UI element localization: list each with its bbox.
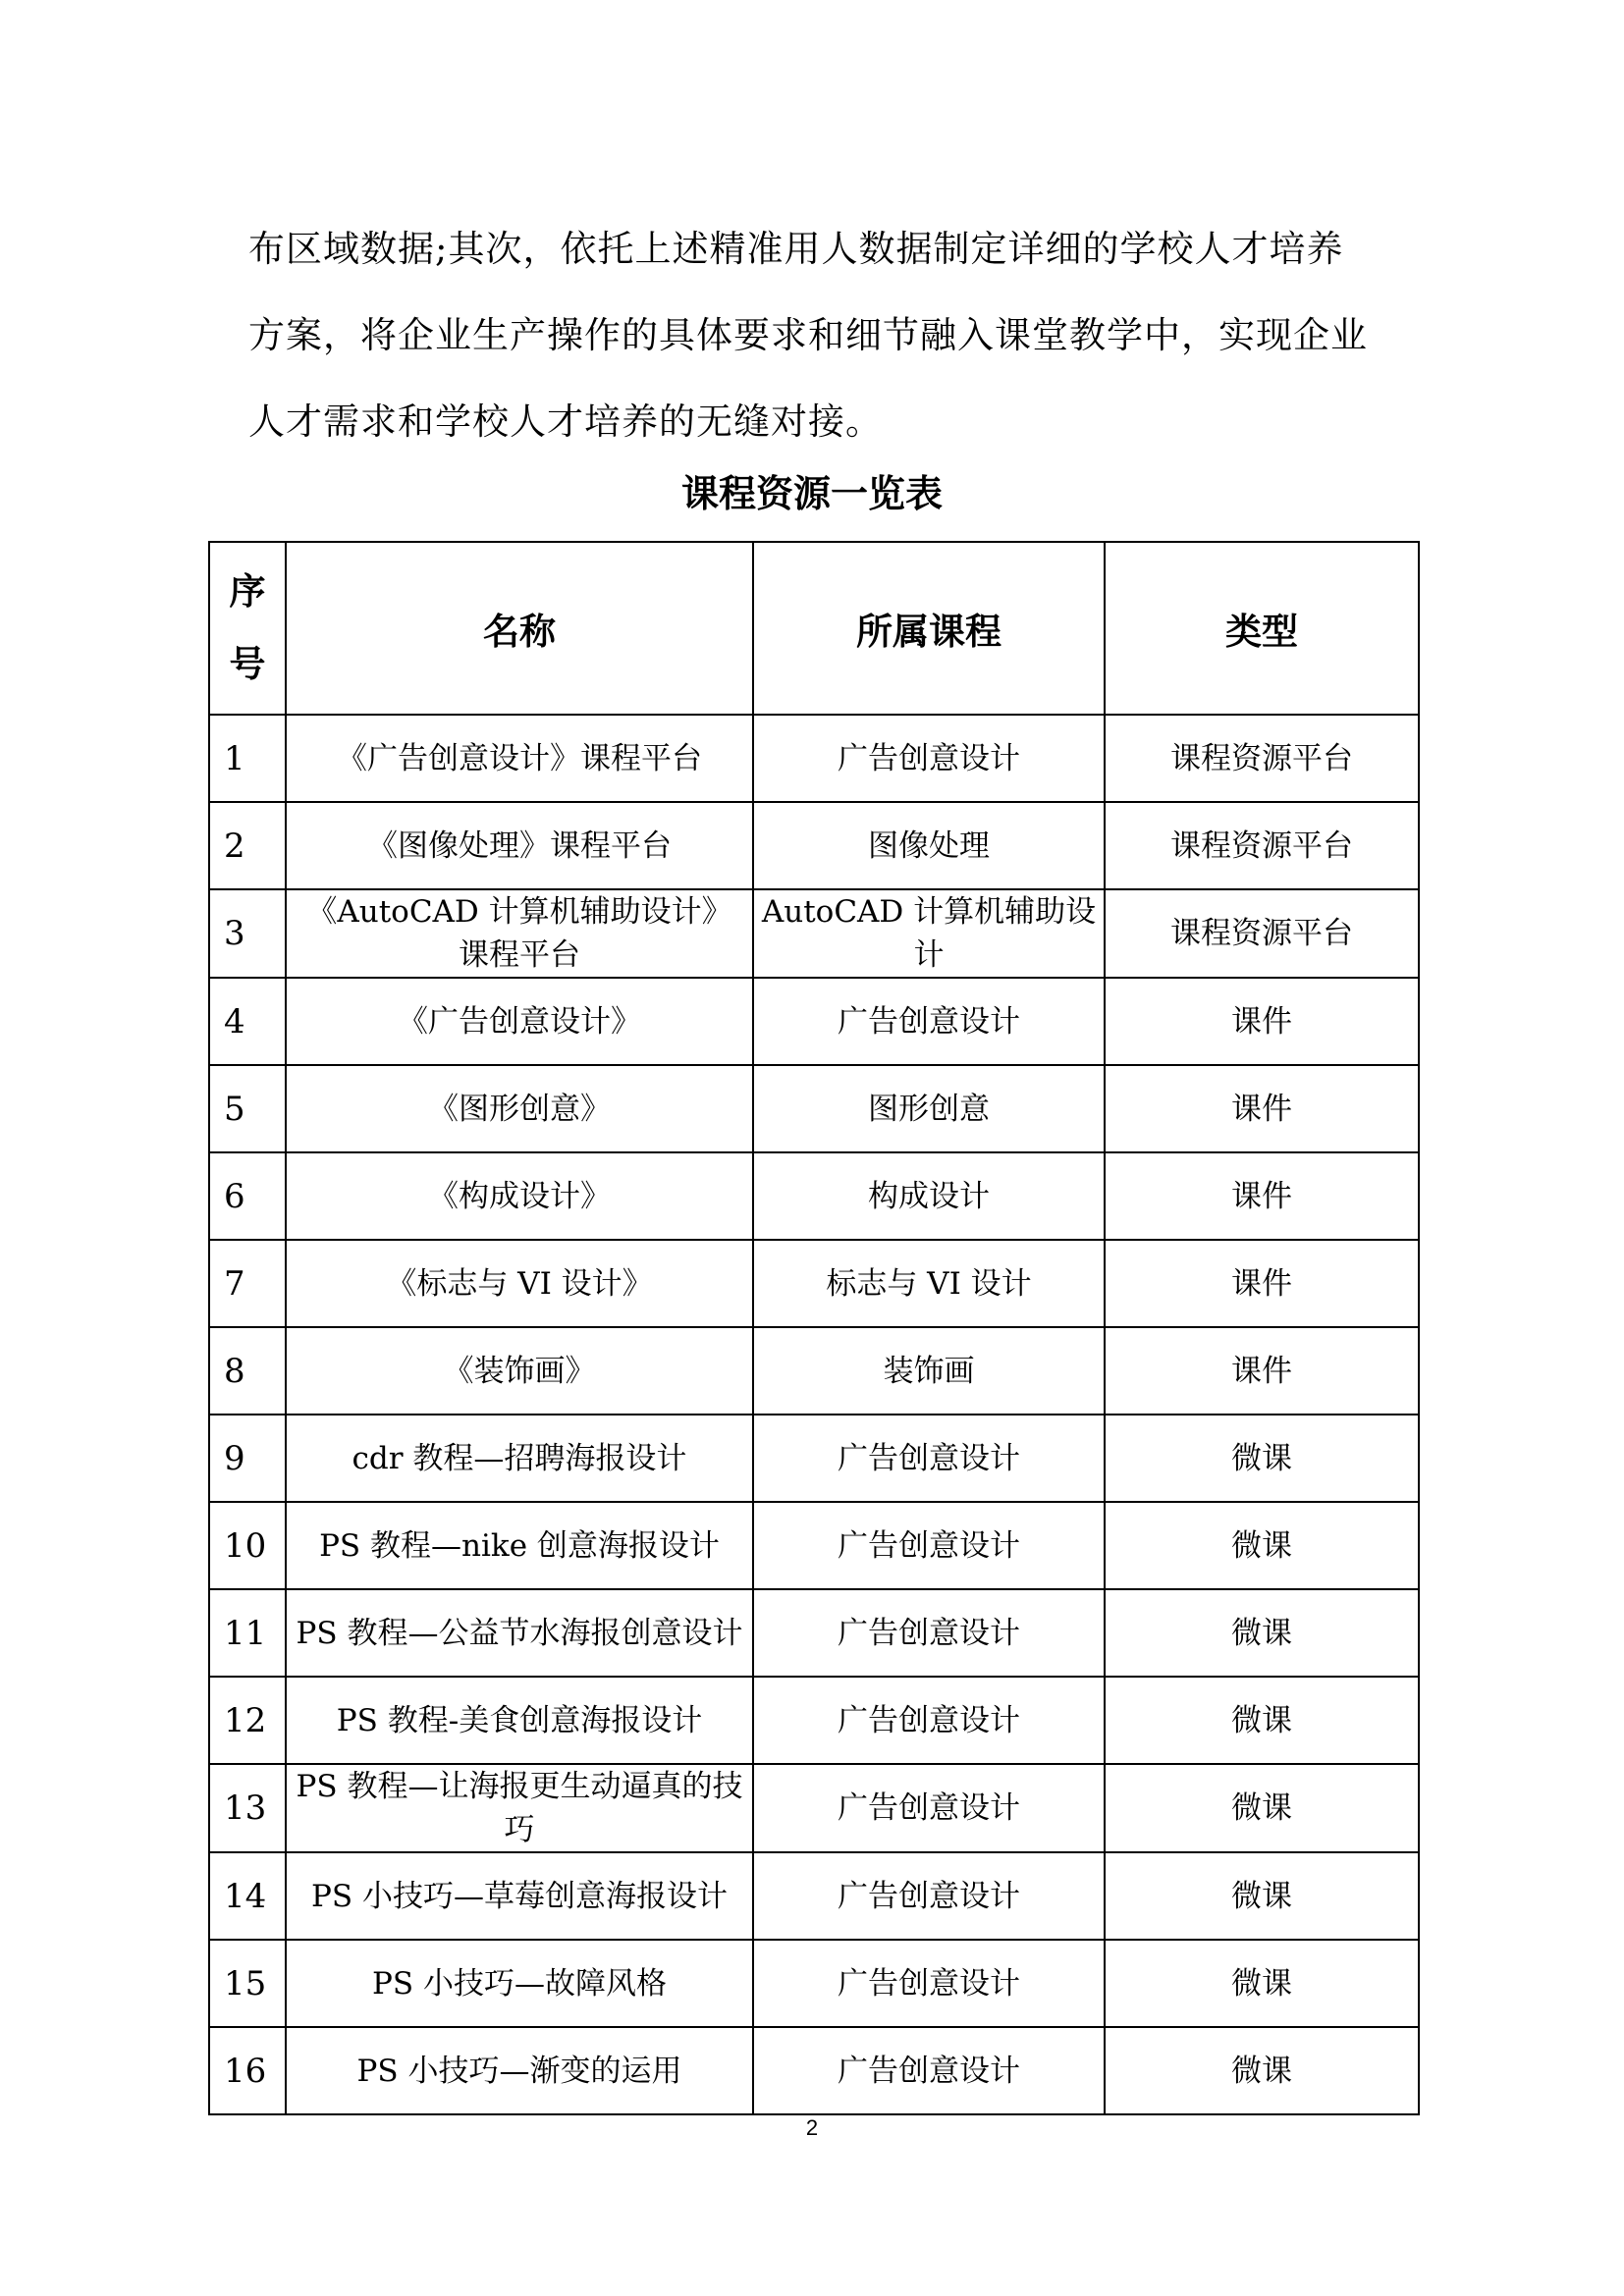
row-no-cell: 16: [209, 2027, 286, 2114]
row-no-cell: 2: [209, 802, 286, 889]
table-header-row: [209, 542, 1419, 715]
row-type-cell: 微课: [1105, 1852, 1419, 1940]
header-no-line1: 序: [229, 570, 266, 613]
row-course-cell: 广告创意设计: [753, 1415, 1105, 1502]
page-number: 2: [805, 2115, 819, 2140]
row-name-cell: cdr 教程—招聘海报设计: [286, 1415, 753, 1502]
row-no-cell: 11: [209, 1589, 286, 1677]
row-type-cell: 课程资源平台: [1105, 889, 1419, 978]
row-course-cell: 广告创意设计: [753, 1852, 1105, 1940]
row-type-cell: 课程资源平台: [1105, 802, 1419, 889]
table-body: [209, 715, 1419, 2114]
table-row: [209, 2027, 1419, 2114]
row-name-cell: 《图像处理》课程平台: [286, 802, 753, 889]
row-course-cell: 广告创意设计: [753, 1764, 1105, 1852]
row-no-cell: 15: [209, 1940, 286, 2027]
header-no-line2: 号: [229, 643, 266, 685]
table-row: [209, 978, 1419, 1065]
table-row: [209, 1677, 1419, 1764]
row-no-cell: 7: [209, 1240, 286, 1327]
row-no-cell: 4: [209, 978, 286, 1065]
row-name-cell: PS 教程—让海报更生动逼真的技巧: [286, 1764, 753, 1852]
row-no-cell: 1: [209, 715, 286, 802]
row-name-cell: 《广告创意设计》课程平台: [286, 715, 753, 802]
table-row: [209, 1764, 1419, 1852]
row-type-cell: 微课: [1105, 2027, 1419, 2114]
table-row: [209, 1065, 1419, 1152]
row-name-cell: 《图形创意》: [286, 1065, 753, 1152]
row-course-cell: 装饰画: [753, 1327, 1105, 1415]
row-type-cell: 微课: [1105, 1764, 1419, 1852]
table-row: [209, 1852, 1419, 1940]
row-no-cell: 14: [209, 1852, 286, 1940]
row-type-cell: 课件: [1105, 1065, 1419, 1152]
row-no-cell: 9: [209, 1415, 286, 1502]
row-course-cell: 图像处理: [753, 802, 1105, 889]
row-name-cell: PS 小技巧—渐变的运用: [286, 2027, 753, 2114]
paragraph-line: 人才需求和学校人才培养的无缝对接。: [248, 400, 883, 443]
table-title: 课程资源一览表: [680, 472, 943, 515]
row-name-cell: 《装饰画》: [286, 1327, 753, 1415]
row-name-cell: 《广告创意设计》: [286, 978, 753, 1065]
row-no-cell: 6: [209, 1152, 286, 1240]
row-name-cell: PS 小技巧—草莓创意海报设计: [286, 1852, 753, 1940]
row-name-cell: PS 教程-美食创意海报设计: [286, 1677, 753, 1764]
header-type: 类型: [1105, 542, 1419, 715]
row-course-cell: 广告创意设计: [753, 1940, 1105, 2027]
row-course-cell: 广告创意设计: [753, 978, 1105, 1065]
row-type-cell: 微课: [1105, 1677, 1419, 1764]
row-course-cell: AutoCAD 计算机辅助设计: [753, 889, 1105, 978]
row-name-cell: 《构成设计》: [286, 1152, 753, 1240]
row-type-cell: 微课: [1105, 1502, 1419, 1589]
row-course-cell: 广告创意设计: [753, 1502, 1105, 1589]
table-row: [209, 1502, 1419, 1589]
row-name-cell: 《AutoCAD 计算机辅助设计》课程平台: [286, 889, 753, 978]
course-resource-table: [208, 541, 1420, 2115]
row-type-cell: 微课: [1105, 1940, 1419, 2027]
row-type-cell: 课件: [1105, 1240, 1419, 1327]
row-type-cell: 微课: [1105, 1415, 1419, 1502]
row-course-cell: 广告创意设计: [753, 2027, 1105, 2114]
header-no: [209, 542, 286, 715]
table-row: [209, 1415, 1419, 1502]
table-row: [209, 802, 1419, 889]
row-no-cell: 8: [209, 1327, 286, 1415]
paragraph-line: 方案，将企业生产操作的具体要求和细节融入课堂教学中，实现企业: [248, 314, 1368, 356]
row-course-cell: 图形创意: [753, 1065, 1105, 1152]
row-type-cell: 课件: [1105, 1327, 1419, 1415]
row-course-cell: 构成设计: [753, 1152, 1105, 1240]
header-course: 所属课程: [753, 542, 1105, 715]
row-name-cell: 《标志与 VI 设计》: [286, 1240, 753, 1327]
row-no-cell: 10: [209, 1502, 286, 1589]
table-row: [209, 1589, 1419, 1677]
row-name-cell: PS 教程—nike 创意海报设计: [286, 1502, 753, 1589]
row-no-cell: 13: [209, 1764, 286, 1852]
row-type-cell: 课件: [1105, 978, 1419, 1065]
row-type-cell: 微课: [1105, 1589, 1419, 1677]
table-row: [209, 1240, 1419, 1327]
body-paragraph: [248, 206, 1392, 465]
row-course-cell: 广告创意设计: [753, 715, 1105, 802]
row-course-cell: 广告创意设计: [753, 1589, 1105, 1677]
row-type-cell: 课件: [1105, 1152, 1419, 1240]
row-name-cell: PS 教程—公益节水海报创意设计: [286, 1589, 753, 1677]
table-row: [209, 715, 1419, 802]
row-no-cell: 3: [209, 889, 286, 978]
table-row: [209, 889, 1419, 978]
table-row: [209, 1327, 1419, 1415]
header-name: 名称: [286, 542, 753, 715]
table-row: [209, 1940, 1419, 2027]
paragraph-line: 布区域数据;其次，依托上述精准用人数据制定详细的学校人才培养: [248, 228, 1344, 270]
table-row: [209, 1152, 1419, 1240]
row-course-cell: 广告创意设计: [753, 1677, 1105, 1764]
row-no-cell: 5: [209, 1065, 286, 1152]
row-course-cell: 标志与 VI 设计: [753, 1240, 1105, 1327]
row-no-cell: 12: [209, 1677, 286, 1764]
row-type-cell: 课程资源平台: [1105, 715, 1419, 802]
row-name-cell: PS 小技巧—故障风格: [286, 1940, 753, 2027]
